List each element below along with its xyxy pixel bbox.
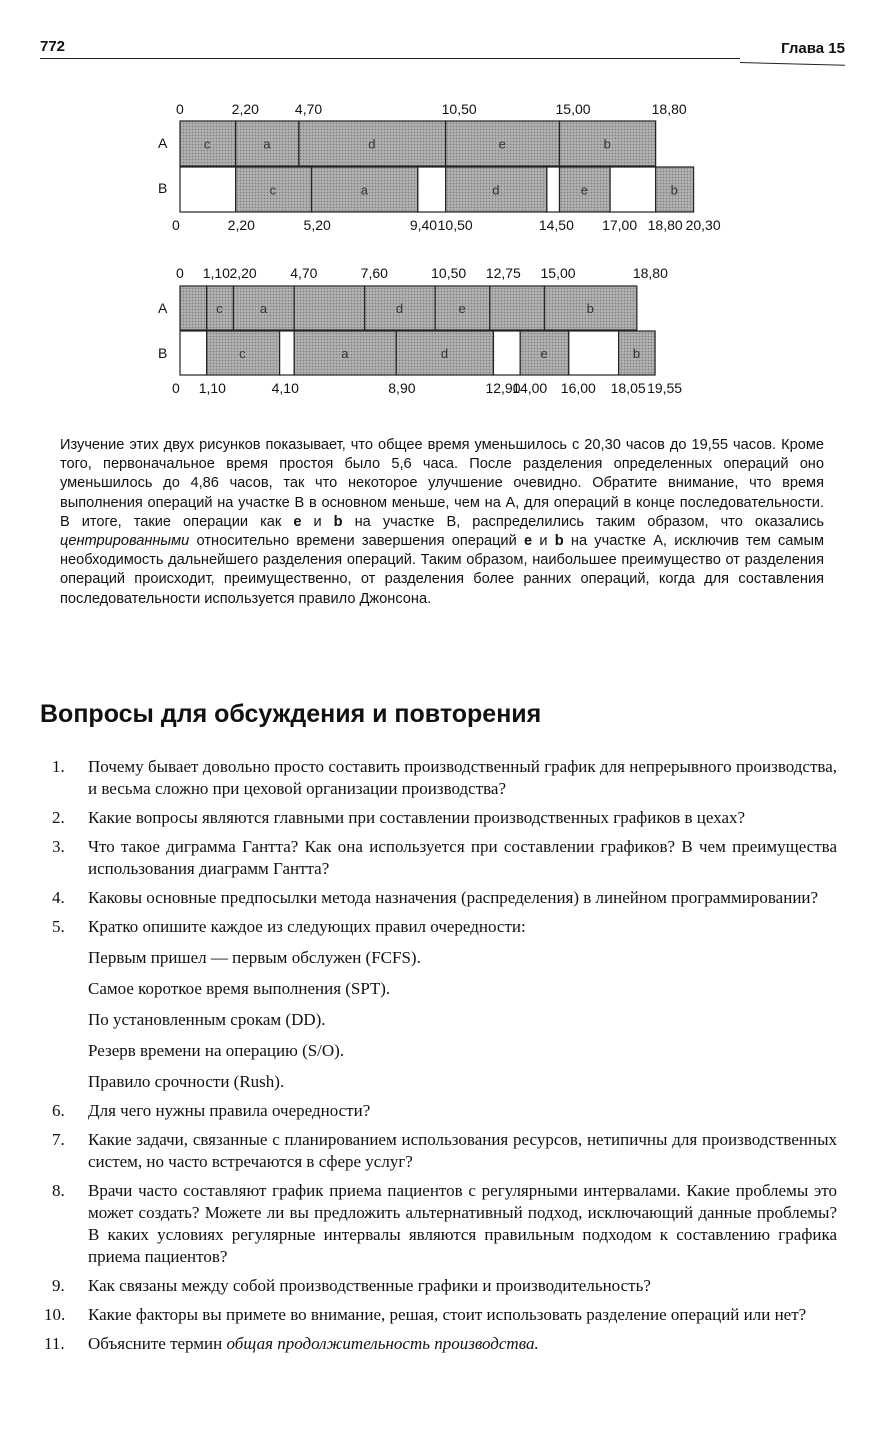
gantt-layer — [158, 101, 721, 396]
bottom-tick-label: 20,30 — [685, 217, 721, 233]
top-tick-label: 10,50 — [431, 265, 467, 281]
question-text: Для чего нужны правила очередности? — [88, 1101, 371, 1120]
rule-item: По установленным срокам (DD). — [88, 1010, 326, 1029]
segment-label: d — [492, 182, 500, 198]
top-tick-label: 15,00 — [555, 101, 591, 117]
question-text: Какие факторы вы примете во внимание, решая, стоит использовать разделение операций или нет? — [88, 1305, 807, 1324]
para-and-1: и — [301, 513, 334, 530]
bottom-tick-label: 10,50 — [437, 217, 473, 233]
question-text: Какие вопросы являются главными при составлении производственных графиков в цехах? — [88, 808, 746, 827]
top-tick-label: 12,75 — [485, 265, 521, 281]
top-tick-label: 0 — [176, 265, 184, 281]
idle-segment — [180, 167, 236, 212]
bottom-tick-label: 14,00 — [512, 380, 548, 396]
centered-italic: центрированными — [60, 533, 190, 550]
para-and-2: и — [532, 533, 555, 550]
bottom-tick-label: 2,20 — [227, 217, 255, 233]
rule-item: Резерв времени на операцию (S/O). — [88, 1041, 345, 1060]
bottom-tick-label: 18,80 — [647, 217, 683, 233]
segment-label: b — [670, 182, 678, 198]
operation-segment — [490, 286, 545, 330]
top-tick-label: 18,80 — [632, 265, 668, 281]
segment-label: c — [269, 182, 277, 198]
question-item — [40, 756, 837, 800]
idle-segment — [610, 167, 656, 212]
top-tick-label: 4,70 — [294, 101, 323, 117]
section-title: Вопросы для обсуждения и повторения — [40, 700, 542, 728]
chapter-label: Глава 15 — [781, 40, 845, 57]
bottom-tick-label: 14,50 — [538, 217, 574, 233]
segment-label: c — [203, 136, 211, 152]
top-tick-label: 1,10 — [202, 265, 230, 281]
bottom-tick-label: 0 — [172, 217, 180, 233]
question-text: Почему бывает довольно просто составить производственный график для непрерывного производства, и весьма сложно при цеховой организации производства? — [88, 757, 837, 798]
bottom-tick-label: 5,20 — [303, 217, 331, 233]
para-text-4: на участке А, исключив тем самым необходимость дальнейшего разделения операций. Таким образом, наибольшее преимущество от разделения операций происходит, преимущественно, от разделения более ранних операций, когда для составления последовательности используется правило Джонсона. — [60, 533, 824, 607]
question-item — [40, 1275, 837, 1297]
top-tick-label: 0 — [176, 101, 184, 117]
row-label-b: B — [158, 345, 168, 361]
question-number: 11. — [44, 1334, 65, 1353]
question-number: 6. — [52, 1101, 65, 1120]
para-text-2: на участке В, распределились таким образом, что оказались — [342, 513, 824, 530]
operation-segment — [294, 286, 364, 330]
question-item — [40, 1100, 837, 1122]
question-item — [40, 807, 837, 829]
segment-label: a — [259, 301, 268, 316]
question-number: 2. — [52, 808, 65, 827]
question-number: 5. — [52, 917, 65, 936]
segment-label: c — [239, 346, 246, 361]
segment-label: e — [580, 182, 589, 198]
question-number: 1. — [52, 757, 65, 776]
op-b-bold-2: b — [554, 533, 564, 550]
segment-label: a — [341, 346, 349, 361]
question-item — [40, 1180, 837, 1268]
segment-label: e — [540, 346, 548, 361]
top-tick-label: 7,60 — [360, 265, 388, 281]
rule-item: Правило срочности (Rush). — [88, 1072, 285, 1091]
bottom-tick-label: 16,00 — [560, 380, 596, 396]
bottom-tick-label: 1,10 — [198, 380, 226, 396]
operation-segment — [180, 286, 207, 330]
segment-label: e — [498, 136, 506, 152]
question-number: 3. — [52, 837, 65, 856]
question-number: 9. — [52, 1276, 65, 1295]
question-italic-term: общая продолжительность производства. — [226, 1334, 539, 1353]
segment-label: a — [360, 182, 368, 198]
top-tick-label: 15,00 — [540, 265, 576, 281]
idle-segment — [547, 167, 560, 212]
questions-list — [40, 756, 837, 1362]
bottom-tick-label: 4,10 — [271, 380, 299, 396]
question-number: 4. — [52, 888, 65, 907]
top-tick-label: 2,20 — [229, 265, 257, 281]
segment-label: b — [586, 301, 594, 316]
op-e-bold-2: е — [523, 533, 533, 550]
para-text-1: Изучение этих двух рисунков показывает, что общее время уменьшилось с 20,30 часов до 19,55 часов. Кроме того, первоначальное время простоя было 5,6 часа. После разделения определенных операций оно уменьшилось до 4,86 часов, так что некоторое улучшение очевидно. Обратите внимание, что время выполнения операций на участке В в основном меньше, чем на А, для операций в конце последовательности. В итоге, такие операции как — [60, 437, 824, 530]
bottom-tick-label: 0 — [172, 380, 180, 396]
question-text: Врачи часто составляют график приема пациентов с регулярными интервалами. Какие проблемы это может создать? Можете ли вы предложить альтернативный подход, исключающий данные проблемы? В каких условиях регулярные интервалы являются правильным подходом к составлению графика приема пациентов? — [88, 1181, 837, 1266]
segment-label: d — [368, 136, 376, 152]
question-item — [40, 916, 837, 1093]
question-number: 7. — [52, 1130, 65, 1149]
para-text-3: относительно времени завершения операций — [189, 533, 524, 550]
discussion-paragraph — [60, 436, 824, 609]
bottom-tick-label: 9,40 — [409, 217, 438, 233]
top-tick-label: 2,20 — [231, 101, 259, 117]
question-text: Каковы основные предпосылки метода назначения (распределения) в линейном программировании? — [88, 888, 819, 907]
bottom-tick-label: 12,90 — [485, 380, 521, 396]
idle-segment — [569, 331, 619, 375]
bottom-tick-label: 19,55 — [647, 380, 683, 396]
segment-label: e — [458, 301, 466, 316]
idle-segment — [418, 167, 446, 212]
segment-label: d — [395, 301, 404, 316]
idle-segment — [280, 331, 295, 375]
question-text: Объясните термин — [88, 1334, 227, 1353]
segment-label: a — [263, 136, 271, 152]
gantt-charts — [0, 0, 887, 420]
top-tick-label: 10,50 — [441, 101, 477, 117]
page-number: 772 — [40, 38, 66, 55]
rules-sublist — [88, 947, 837, 1093]
segment-label: b — [603, 136, 611, 152]
question-text: Кратко опишите каждое из следующих правил очередности: — [88, 917, 526, 936]
segment-label: d — [440, 346, 449, 361]
rule-item: Самое короткое время выполнения (SPT). — [88, 979, 391, 998]
op-b-bold: b — [333, 513, 343, 530]
top-tick-label: 4,70 — [290, 265, 318, 281]
bottom-tick-label: 8,90 — [388, 380, 416, 396]
bottom-tick-label: 18,05 — [610, 380, 646, 396]
rule-item: Первым пришел — первым обслужен (FCFS). — [88, 948, 421, 967]
idle-segment — [493, 331, 520, 375]
row-label-a: A — [158, 135, 168, 151]
question-text: Как связаны между собой производственные графики и производительность? — [88, 1276, 651, 1295]
question-item — [40, 836, 837, 880]
question-item — [40, 1304, 837, 1326]
segment-label: c — [216, 301, 223, 316]
row-label-b: B — [158, 180, 168, 196]
segment-label: b — [632, 346, 641, 361]
top-tick-label: 18,80 — [651, 101, 687, 117]
question-number: 10. — [44, 1305, 66, 1324]
question-item — [40, 887, 837, 909]
op-e-bold: е — [293, 513, 302, 530]
question-number: 8. — [52, 1181, 65, 1200]
question-text: Какие задачи, связанные с планированием использования ресурсов, нетипичны для производственных систем, но часто встречаются в сфере услуг? — [88, 1130, 837, 1171]
row-label-a: A — [158, 300, 168, 316]
bottom-tick-label: 17,00 — [602, 217, 638, 233]
question-item — [40, 1129, 837, 1173]
question-item — [40, 1333, 837, 1355]
question-text: Что такое диграмма Гантта? Как она используется при составлении графиков? В чем преимущества использования диаграмм Гантта? — [88, 837, 837, 878]
idle-segment — [180, 331, 207, 375]
